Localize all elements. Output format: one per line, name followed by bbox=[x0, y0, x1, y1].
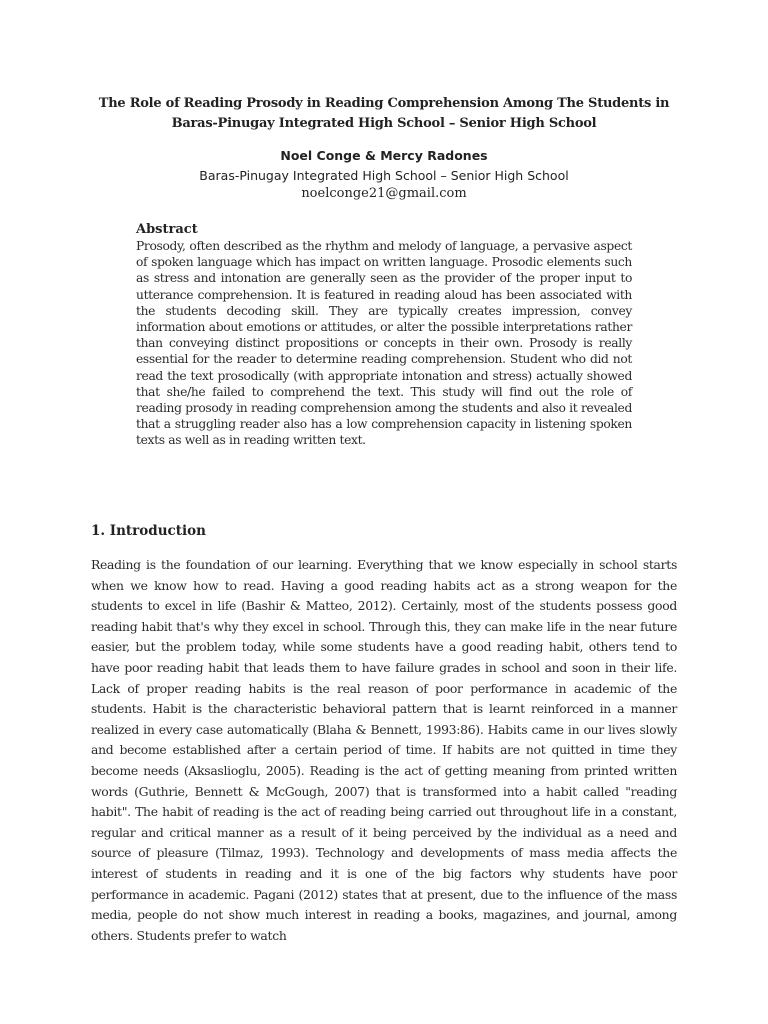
author-email: noelconge21@gmail.com bbox=[301, 186, 467, 201]
introduction-heading: 1. Introduction bbox=[91, 523, 206, 539]
introduction-text: Reading is the foundation of our learning. Everything that we know especially in school starts when we know how to read. Having a good reading habits act as a strong weapon for the students to excel in life (Bashir & Matteo, 2012). Certainly, most of the students possess good reading habit that's why they excel in school. Through this, they can make life in the near future easier, but the problem today, while some students have a good reading habit, others tend to have poor reading habit that leads them to have failure grades in school and soon in their life. Lack of proper reading habits is the real reason of poor performance in academic of the students. Habit is the characteristic behavioral pattern that is learnt reinforced in a manner realized in every case automatically (Blaha & Bennett, 1993:86). Habits came in our lives slowly and become established after a certain period of time. If habits are not quitted in time they become needs (Aksaslioglu, 2005). Reading is the act of getting meaning from printed written words (Guthrie, Bennett & McGough, 2007) that is transformed into a habit called "reading habit". The habit of reading is the act of reading being carried out throughout life in a constant, regular and critical manner as a result of it being perceived by the individual as a need and source of pleasure (Tilmaz, 1993). Technology and developments of mass media affects the interest of students in reading and it is one of the big factors why students have poor performance in academic. Pagani (2012) states that at present, due to the influence of the mass media, people do not show much interest in reading a books, magazines, and journal, among others. Students prefer to watch bbox=[91, 557, 677, 943]
paper-title: The Role of Reading Prosody in Reading Comprehension Among The Students in Baras-Pinugay Integrated High School – Senior High School bbox=[98, 96, 670, 131]
author-affiliation: Baras-Pinugay Integrated High School – Senior High School bbox=[199, 168, 569, 183]
abstract-heading: Abstract bbox=[136, 222, 198, 237]
abstract-text: Prosody, often described as the rhythm and melody of language, a pervasive aspect of spoken language which has impact on written language. Prosodic elements such as stress and intonation are generally seen as the provider of the proper input to utterance comprehension. It is featured in reading aloud has been associated with the students decoding skill. They are typically creates impression, convey information about emotions or attitudes, or alter the possible interpretations rather than conveying distinct propositions or concepts in their own. Prosody is really essential for the reader to determine reading comprehension. Student who did not read the text prosodically (with appropriate intonation and stress) actually showed that she/he failed to comprehend the text. This study will find out the role of reading prosody in reading comprehension among the students and also it revealed that a struggling reader also has a low comprehension capacity in listening spoken texts as well as in reading written text. bbox=[136, 239, 632, 448]
paper-authors: Noel Conge & Mercy Radones bbox=[280, 148, 488, 163]
